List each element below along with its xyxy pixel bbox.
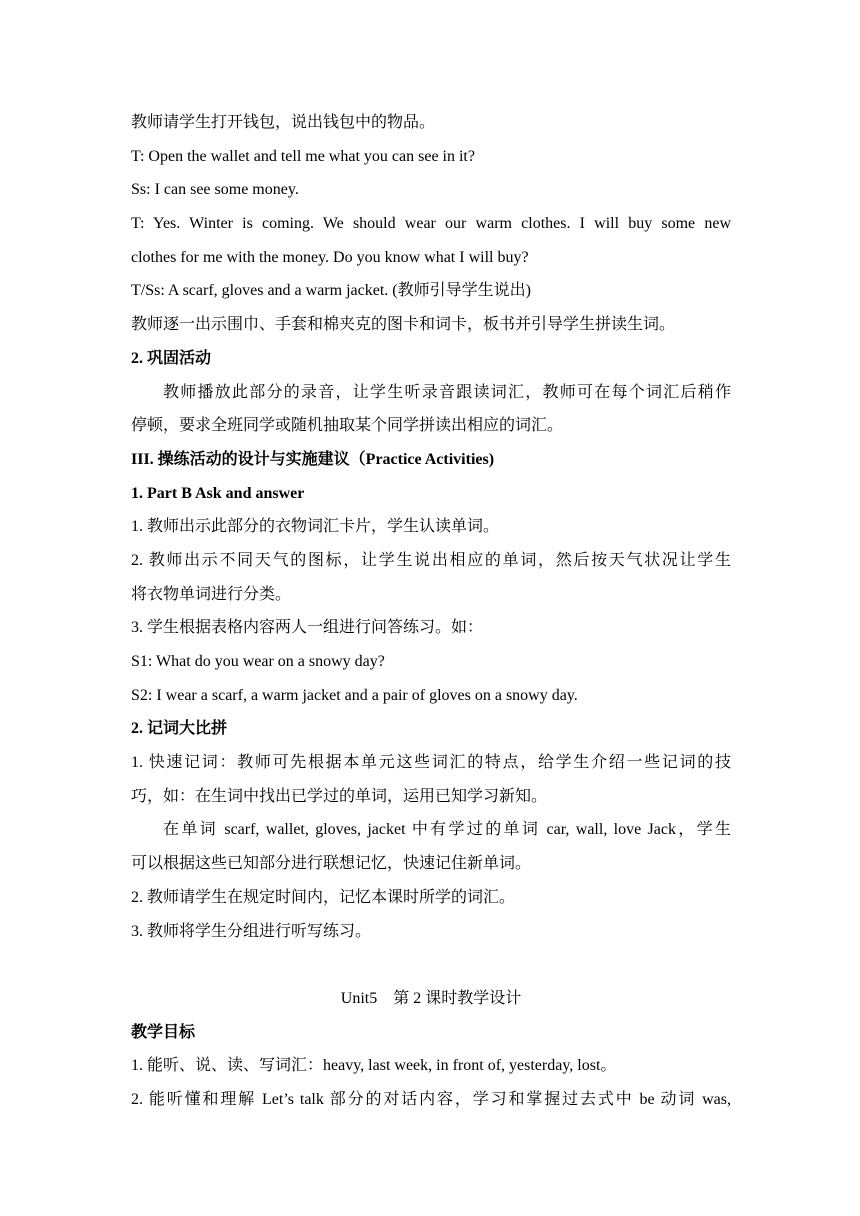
section-heading: 2. 巩固活动 <box>131 349 212 367</box>
list-item: 2. 教师请学生在规定时间内，记忆本课时所学的词汇。 <box>131 888 516 906</box>
list-item: 2. 能听懂和理解 Let’s talk 部分的对话内容，学习和掌握过去式中 be 动词 was, <box>131 1090 731 1108</box>
paragraph-line: 教师逐一出示围巾、手套和棉夹克的图卡和词卡，板书并引导学生拼读生词。 <box>131 316 676 334</box>
section-heading: 2. 记词大比拼 <box>131 720 228 738</box>
lesson-title: Unit5 第 2 课时教学设计 <box>340 989 522 1007</box>
dialogue-line: clothes for me with the money. Do you know what I will buy? <box>131 248 529 266</box>
blank-line <box>131 948 731 982</box>
subsection-heading: 1. Part B Ask and answer <box>131 484 305 502</box>
list-item: 1. 教师出示此部分的衣物词汇卡片，学生认读单词。 <box>131 518 500 536</box>
section-heading: 教学目标 <box>131 1023 196 1041</box>
paragraph-line: 在单词 scarf, wallet, gloves, jacket 中有学过的单词 car, wall, love Jack，学生 <box>163 821 731 839</box>
paragraph-line: 停顿，要求全班同学或随机抽取某个同学拼读出相应的词汇。 <box>131 417 564 435</box>
paragraph-line: 教师请学生打开钱包，说出钱包中的物品。 <box>131 114 436 131</box>
list-item: 2. 教师出示不同天气的图标，让学生说出相应的单词，然后按天气状况让学生 <box>131 551 731 569</box>
dialogue-line: T/Ss: A scarf, gloves and a warm jacket. (教师引导学生说出) <box>131 282 531 300</box>
list-item: 3. 学生根据表格内容两人一组进行问答练习。如： <box>131 619 484 637</box>
list-item-continuation: 巧，如：在生词中找出已学过的单词，运用已知学习新知。 <box>131 787 548 805</box>
dialogue-line: T: Yes. Winter is coming. We should wear our warm clothes. I will buy some new <box>131 215 731 233</box>
list-item: 1. 能听、说、读、写词汇：heavy, last week, in front of, yesterday, lost。 <box>131 1057 617 1075</box>
list-item: 3. 教师将学生分组进行听写练习。 <box>131 922 372 940</box>
dialogue-line: T: Open the wallet and tell me what you can see in it? <box>131 147 475 165</box>
list-item-continuation: 将衣物单词进行分类。 <box>131 585 292 603</box>
dialogue-line: S2: I wear a scarf, a warm jacket and a pair of gloves on a snowy day. <box>131 686 578 704</box>
list-item: 1. 快速记词：教师可先根据本单元这些词汇的特点，给学生介绍一些记词的技 <box>131 754 731 772</box>
document-page <box>131 106 731 1117</box>
dialogue-line: S1: What do you wear on a snowy day? <box>131 653 385 670</box>
dialogue-line: Ss: I can see some money. <box>131 181 299 199</box>
section-heading: III. 操练活动的设计与实施建议（Practice Activities) <box>131 450 495 468</box>
paragraph-line: 可以根据这些已知部分进行联想记忆，快速记住新单词。 <box>131 855 532 873</box>
paragraph-line: 教师播放此部分的录音，让学生听录音跟读词汇，教师可在每个词汇后稍作 <box>163 383 731 401</box>
